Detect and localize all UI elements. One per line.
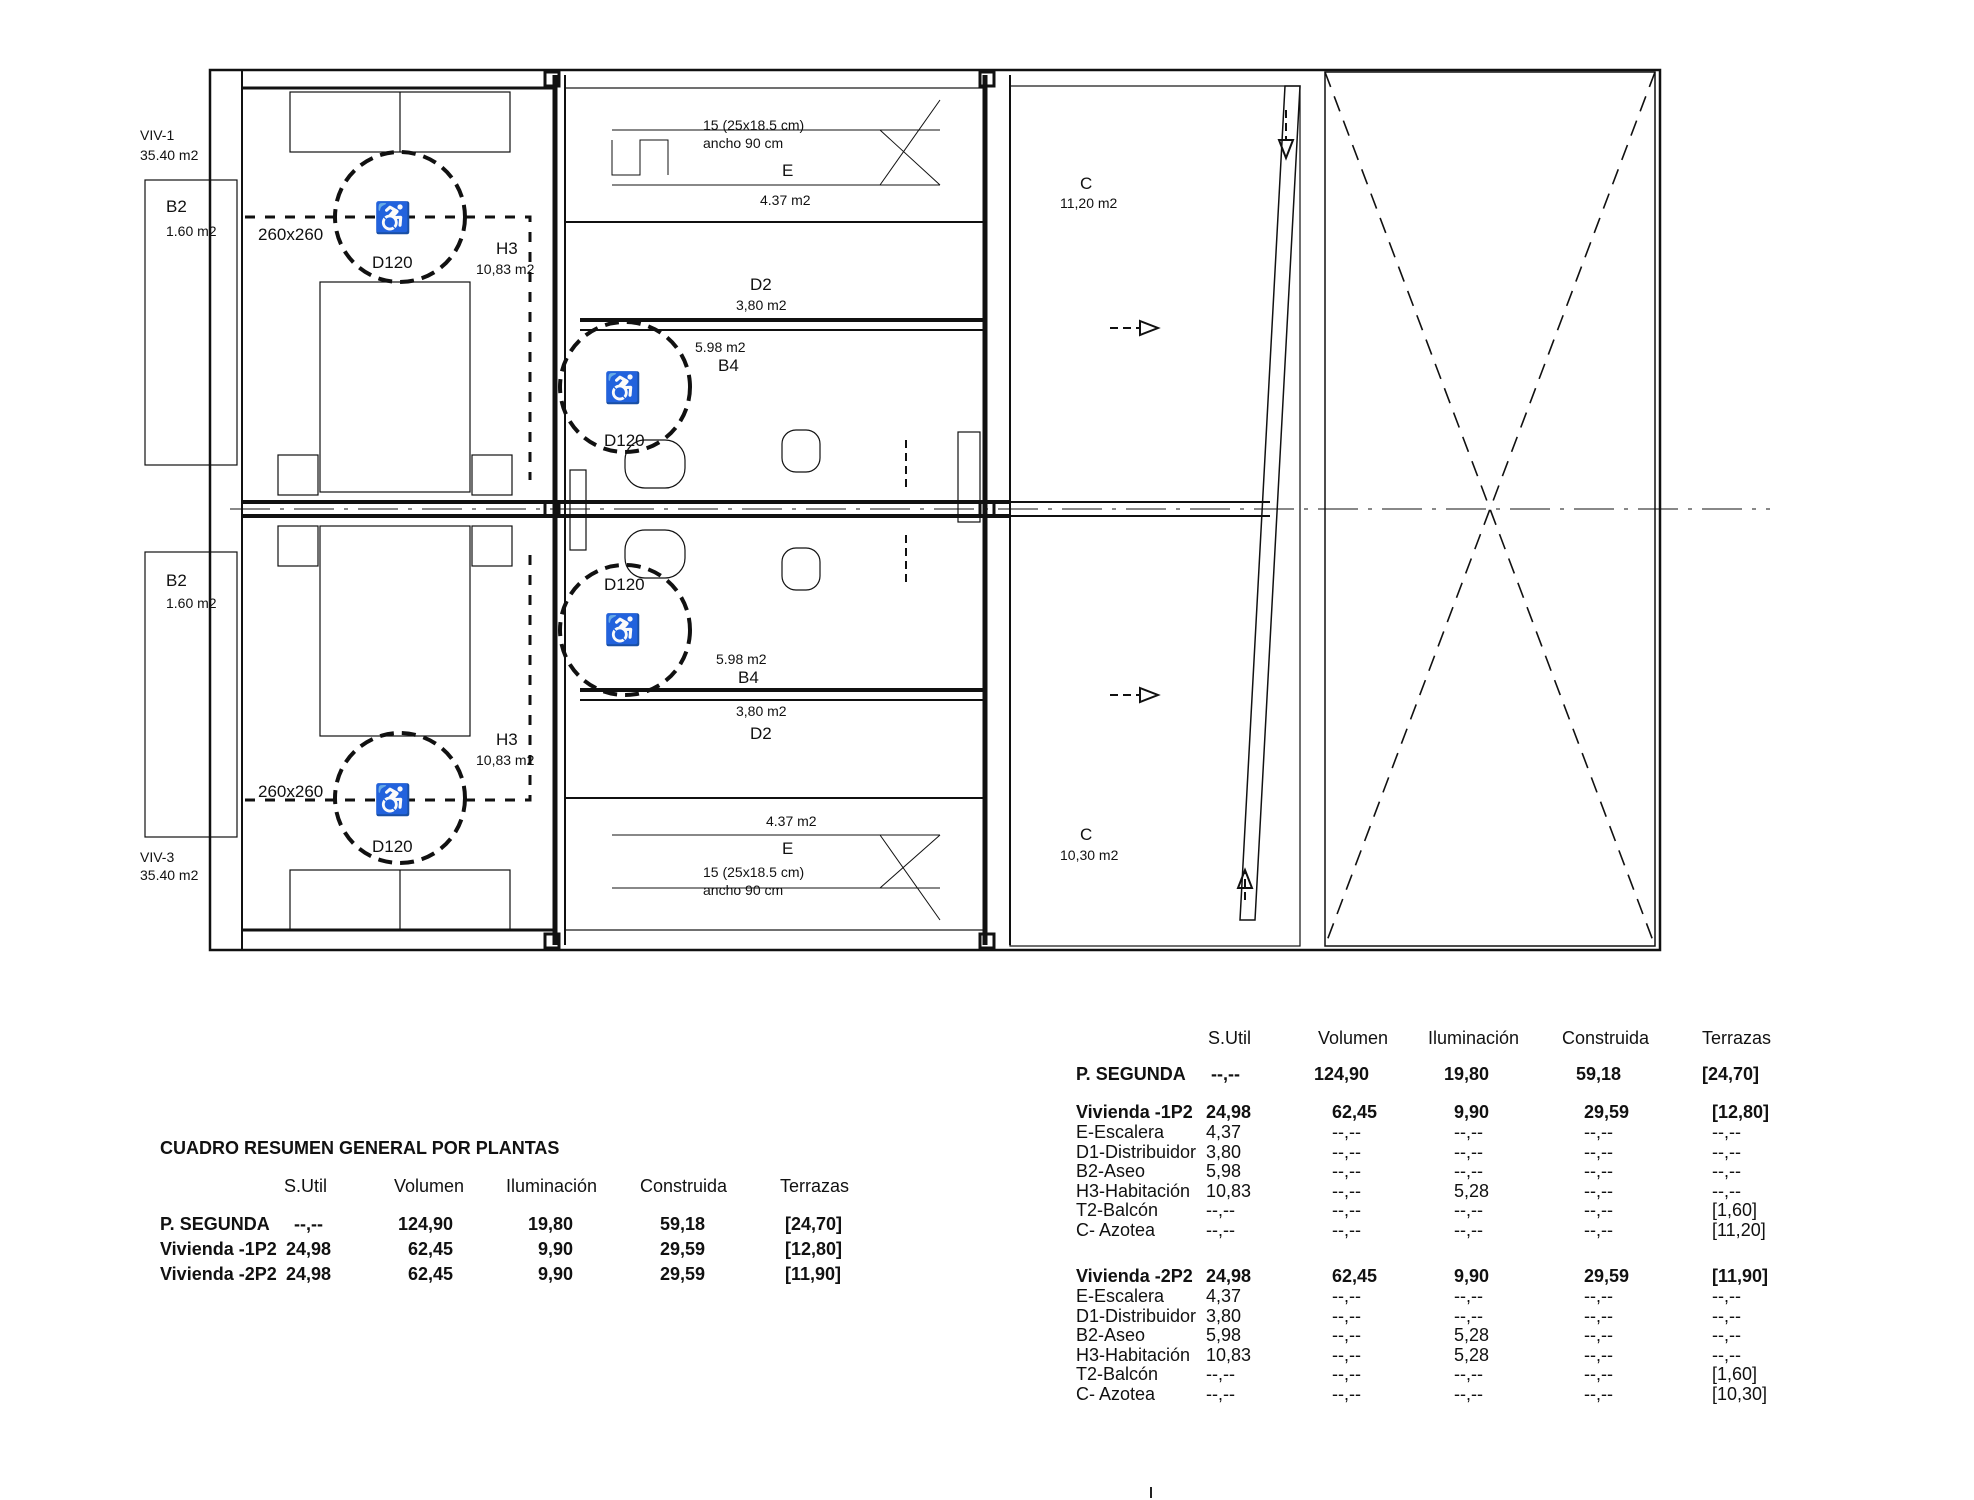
bath-bottom-name: B4 bbox=[738, 668, 759, 687]
table-row bbox=[160, 1264, 880, 1286]
header-iluminacion: Iluminación bbox=[1428, 1028, 1520, 1048]
terrace-bottom-area: 10,30 m2 bbox=[1060, 847, 1119, 863]
cell-iluminacion: 5,28 bbox=[1454, 1180, 1490, 1201]
bedroom-top-clearance: 260x260 bbox=[258, 225, 324, 244]
cell-construida: 29,59 bbox=[660, 1239, 706, 1259]
bedroom-bottom-circle: D120 bbox=[372, 837, 413, 856]
cell-sutil: --,-- bbox=[1206, 1219, 1235, 1240]
cell-volumen: --,-- bbox=[1332, 1344, 1361, 1365]
cell-iluminacion: --,-- bbox=[1454, 1141, 1483, 1162]
cut-mark bbox=[1150, 1487, 1152, 1498]
cell-volumen: --,-- bbox=[1332, 1161, 1361, 1181]
viv-bottom-area: 35.40 m2 bbox=[140, 867, 199, 883]
cell-sutil: 24,98 bbox=[1206, 1266, 1252, 1286]
cell-iluminacion: 9,90 bbox=[538, 1264, 574, 1284]
bath-top-circle: D120 bbox=[604, 431, 645, 450]
stair-top-steps: 15 (25x18.5 cm) bbox=[703, 117, 805, 133]
cell-volumen: 124,90 bbox=[398, 1214, 454, 1234]
table-row bbox=[1076, 1200, 1896, 1220]
dist-top-area: 3,80 m2 bbox=[736, 297, 787, 313]
cell-terrazas: [10,30] bbox=[1712, 1383, 1768, 1404]
cell-sutil: 24,98 bbox=[286, 1239, 332, 1259]
cell-iluminacion: 9,90 bbox=[1454, 1266, 1490, 1286]
cell-sutil: --,-- bbox=[1206, 1364, 1235, 1384]
cell-sutil: 10,83 bbox=[1206, 1344, 1252, 1365]
cell-iluminacion: --,-- bbox=[1454, 1286, 1483, 1306]
stair-top-area: 4.37 m2 bbox=[760, 192, 811, 208]
viv-top-area: 35.40 m2 bbox=[140, 147, 199, 163]
cell-volumen: --,-- bbox=[1332, 1219, 1361, 1240]
cell-sutil: --,-- bbox=[1206, 1200, 1235, 1220]
cell-sutil: --,-- bbox=[1206, 1383, 1235, 1404]
row-label: E-Escalera bbox=[1076, 1122, 1165, 1142]
cell-sutil: 5,98 bbox=[1206, 1325, 1242, 1345]
cell-construida: 29,59 bbox=[660, 1264, 706, 1284]
viv-top-name: VIV-1 bbox=[140, 127, 175, 143]
cell-construida: --,-- bbox=[1584, 1305, 1613, 1326]
cell-volumen: --,-- bbox=[1332, 1141, 1361, 1162]
row-label: B2-Aseo bbox=[1076, 1325, 1146, 1345]
dist-bottom-area: 3,80 m2 bbox=[736, 703, 787, 719]
table-row bbox=[1076, 1345, 1896, 1365]
cell-terrazas: --,-- bbox=[1712, 1344, 1741, 1365]
row-label: T2-Balcón bbox=[1076, 1200, 1159, 1220]
cell-construida: --,-- bbox=[1584, 1161, 1613, 1181]
header-volumen: Volumen bbox=[394, 1176, 465, 1196]
cell-construida: --,-- bbox=[1584, 1383, 1613, 1404]
stair-bottom-area: 4.37 m2 bbox=[766, 813, 817, 829]
cell-terrazas: [12,80] bbox=[1712, 1102, 1770, 1122]
bedroom-top-area: 10,83 m2 bbox=[476, 261, 535, 277]
cell-terrazas: [11,20] bbox=[1712, 1219, 1766, 1240]
table-row bbox=[1076, 1325, 1896, 1345]
row-label: Vivienda -1P2 bbox=[160, 1239, 277, 1259]
row-label: D1-Distribuidor bbox=[1076, 1305, 1197, 1326]
accessible-icon: ♿ bbox=[374, 784, 412, 817]
cell-construida: --,-- bbox=[1584, 1141, 1613, 1162]
bath-top-name: B4 bbox=[718, 356, 739, 375]
row-label: T2-Balcón bbox=[1076, 1364, 1159, 1384]
row-label: P. SEGUNDA bbox=[1076, 1064, 1186, 1084]
stair-bottom-steps: 15 (25x18.5 cm) bbox=[703, 864, 805, 880]
table-row bbox=[160, 1214, 880, 1236]
b2-top-name: B2 bbox=[166, 197, 187, 216]
table-row bbox=[1076, 1364, 1896, 1384]
header-construida: Construida bbox=[640, 1176, 728, 1196]
accessible-icon: ♿ bbox=[604, 372, 642, 405]
cell-terrazas: [24,70] bbox=[1702, 1064, 1760, 1084]
table-row bbox=[1076, 1161, 1896, 1181]
cell-volumen: --,-- bbox=[1332, 1383, 1361, 1404]
cell-terrazas: --,-- bbox=[1712, 1286, 1741, 1306]
group-head-row bbox=[1076, 1266, 1896, 1286]
table-row bbox=[1076, 1142, 1896, 1162]
cell-sutil: 10,83 bbox=[1206, 1180, 1252, 1201]
row-label: B2-Aseo bbox=[1076, 1161, 1146, 1181]
cell-iluminacion: 5,28 bbox=[1454, 1344, 1490, 1365]
cell-iluminacion: 9,90 bbox=[1454, 1102, 1490, 1122]
cell-iluminacion: 19,80 bbox=[1444, 1064, 1490, 1084]
cell-construida: 59,18 bbox=[1576, 1064, 1622, 1084]
row-label: E-Escalera bbox=[1076, 1286, 1165, 1306]
cell-volumen: 62,45 bbox=[1332, 1266, 1378, 1286]
cell-terrazas: --,-- bbox=[1712, 1161, 1741, 1181]
cell-sutil: 5,98 bbox=[1206, 1161, 1242, 1181]
terrace-bottom-name: C bbox=[1080, 825, 1093, 844]
cell-terrazas: [1,60] bbox=[1712, 1200, 1758, 1220]
table-row bbox=[1076, 1220, 1896, 1240]
cell-sutil: 4,37 bbox=[1206, 1286, 1242, 1306]
cell-terrazas: --,-- bbox=[1712, 1180, 1741, 1201]
cell-volumen: --,-- bbox=[1332, 1305, 1361, 1326]
row-label: D1-Distribuidor bbox=[1076, 1141, 1197, 1162]
cell-construida: --,-- bbox=[1584, 1219, 1613, 1240]
terrace-top-area: 11,20 m2 bbox=[1060, 195, 1118, 211]
cell-volumen: 62,45 bbox=[408, 1264, 454, 1284]
cell-iluminacion: --,-- bbox=[1454, 1122, 1483, 1142]
building-outline bbox=[210, 70, 1660, 950]
cell-volumen: --,-- bbox=[1332, 1364, 1361, 1384]
cell-iluminacion: --,-- bbox=[1454, 1305, 1483, 1326]
cell-iluminacion: --,-- bbox=[1454, 1200, 1483, 1220]
cell-sutil: --,-- bbox=[1211, 1064, 1240, 1084]
header-sutil: S.Util bbox=[284, 1176, 328, 1196]
cell-construida: 29,59 bbox=[1584, 1266, 1630, 1286]
b2-top-area: 1.60 m2 bbox=[166, 223, 217, 239]
stair-top-name: E bbox=[782, 161, 794, 180]
cell-sutil: 4,37 bbox=[1206, 1122, 1242, 1142]
cell-volumen: 62,45 bbox=[408, 1239, 454, 1259]
summary-right-headers bbox=[1076, 1028, 1896, 1050]
stair-bottom-name: E bbox=[782, 839, 794, 858]
row-label: H3-Habitación bbox=[1076, 1344, 1191, 1365]
summary-left bbox=[160, 1138, 880, 1288]
bedroom-top-circle: D120 bbox=[372, 253, 413, 272]
cell-terrazas: --,-- bbox=[1712, 1141, 1741, 1162]
cell-iluminacion: --,-- bbox=[1454, 1219, 1483, 1240]
cell-iluminacion: --,-- bbox=[1454, 1161, 1483, 1181]
bedroom-top-name: H3 bbox=[496, 239, 518, 258]
cell-iluminacion: --,-- bbox=[1454, 1383, 1483, 1404]
cell-construida: --,-- bbox=[1584, 1286, 1613, 1306]
header-sutil: S.Util bbox=[1208, 1028, 1252, 1048]
row-label: Vivienda -2P2 bbox=[160, 1264, 277, 1284]
cell-volumen: --,-- bbox=[1332, 1180, 1361, 1201]
cell-terrazas: [24,70] bbox=[785, 1214, 843, 1234]
bedroom-bottom-clearance: 260x260 bbox=[258, 782, 324, 801]
cell-iluminacion: --,-- bbox=[1454, 1364, 1483, 1384]
cell-terrazas: [12,80] bbox=[785, 1239, 843, 1259]
cell-construida: --,-- bbox=[1584, 1344, 1613, 1365]
table-row bbox=[1076, 1286, 1896, 1306]
table-row bbox=[1076, 1384, 1896, 1404]
bath-bottom-area: 5.98 m2 bbox=[716, 651, 767, 667]
cell-iluminacion: 9,90 bbox=[538, 1239, 574, 1259]
bedroom-bottom-area: 10,83 m2 bbox=[476, 752, 535, 768]
header-volumen: Volumen bbox=[1318, 1028, 1389, 1048]
cell-volumen: --,-- bbox=[1332, 1286, 1361, 1306]
cell-terrazas: --,-- bbox=[1712, 1305, 1741, 1326]
cell-construida: --,-- bbox=[1584, 1364, 1613, 1384]
cell-volumen: 124,90 bbox=[1314, 1064, 1370, 1084]
stair-bottom-width: ancho 90 cm bbox=[703, 882, 784, 898]
b2-bottom-area: 1.60 m2 bbox=[166, 595, 217, 611]
group-head-row bbox=[1076, 1102, 1896, 1122]
header-terrazas: Terrazas bbox=[1702, 1028, 1772, 1048]
cell-sutil: 24,98 bbox=[1206, 1102, 1252, 1122]
table-row bbox=[1076, 1064, 1896, 1086]
cell-construida: 29,59 bbox=[1584, 1102, 1630, 1122]
cell-terrazas: [11,90] bbox=[1712, 1266, 1769, 1286]
dist-bottom-name: D2 bbox=[750, 724, 772, 743]
cell-construida: --,-- bbox=[1584, 1122, 1613, 1142]
bath-top-area: 5.98 m2 bbox=[695, 339, 746, 355]
summary-left-title: CUADRO RESUMEN GENERAL POR PLANTAS bbox=[160, 1138, 560, 1158]
terrace-top-name: C bbox=[1080, 174, 1093, 193]
table-row bbox=[1076, 1181, 1896, 1201]
table-row bbox=[1076, 1122, 1896, 1142]
row-label: C- Azotea bbox=[1076, 1383, 1156, 1404]
cell-terrazas: --,-- bbox=[1712, 1325, 1741, 1345]
cell-construida: --,-- bbox=[1584, 1325, 1613, 1345]
cell-terrazas: [11,90] bbox=[785, 1264, 842, 1284]
b2-bottom-name: B2 bbox=[166, 571, 187, 590]
row-label: C- Azotea bbox=[1076, 1219, 1156, 1240]
cell-sutil: 3,80 bbox=[1206, 1141, 1242, 1162]
cell-volumen: --,-- bbox=[1332, 1122, 1361, 1142]
bath-bottom-circle: D120 bbox=[604, 575, 645, 594]
accessible-icon: ♿ bbox=[604, 614, 642, 647]
header-construida: Construida bbox=[1562, 1028, 1650, 1048]
bedroom-bottom-name: H3 bbox=[496, 730, 518, 749]
cell-sutil: --,-- bbox=[294, 1214, 323, 1234]
cell-sutil: 24,98 bbox=[286, 1264, 332, 1284]
row-label: Vivienda -2P2 bbox=[1076, 1266, 1193, 1286]
row-label: Vivienda -1P2 bbox=[1076, 1102, 1193, 1122]
cell-iluminacion: 19,80 bbox=[528, 1214, 574, 1234]
header-iluminacion: Iluminación bbox=[506, 1176, 598, 1196]
cell-construida: 59,18 bbox=[660, 1214, 706, 1234]
stair-top-width: ancho 90 cm bbox=[703, 135, 784, 151]
cell-construida: --,-- bbox=[1584, 1200, 1613, 1220]
table-row bbox=[1076, 1306, 1896, 1326]
cell-iluminacion: 5,28 bbox=[1454, 1325, 1490, 1345]
accessible-icon: ♿ bbox=[374, 202, 412, 235]
cell-construida: --,-- bbox=[1584, 1180, 1613, 1201]
cell-sutil: 3,80 bbox=[1206, 1305, 1242, 1326]
dist-top-name: D2 bbox=[750, 275, 772, 294]
summary-left-headers bbox=[160, 1176, 880, 1198]
cell-volumen: --,-- bbox=[1332, 1325, 1361, 1345]
row-label: H3-Habitación bbox=[1076, 1180, 1191, 1201]
viv-bottom-name: VIV-3 bbox=[140, 849, 175, 865]
cell-terrazas: --,-- bbox=[1712, 1122, 1741, 1142]
table-row bbox=[160, 1239, 880, 1261]
cell-terrazas: [1,60] bbox=[1712, 1364, 1758, 1384]
cell-volumen: 62,45 bbox=[1332, 1102, 1378, 1122]
cell-volumen: --,-- bbox=[1332, 1200, 1361, 1220]
row-label: P. SEGUNDA bbox=[160, 1214, 270, 1234]
header-terrazas: Terrazas bbox=[780, 1176, 850, 1196]
